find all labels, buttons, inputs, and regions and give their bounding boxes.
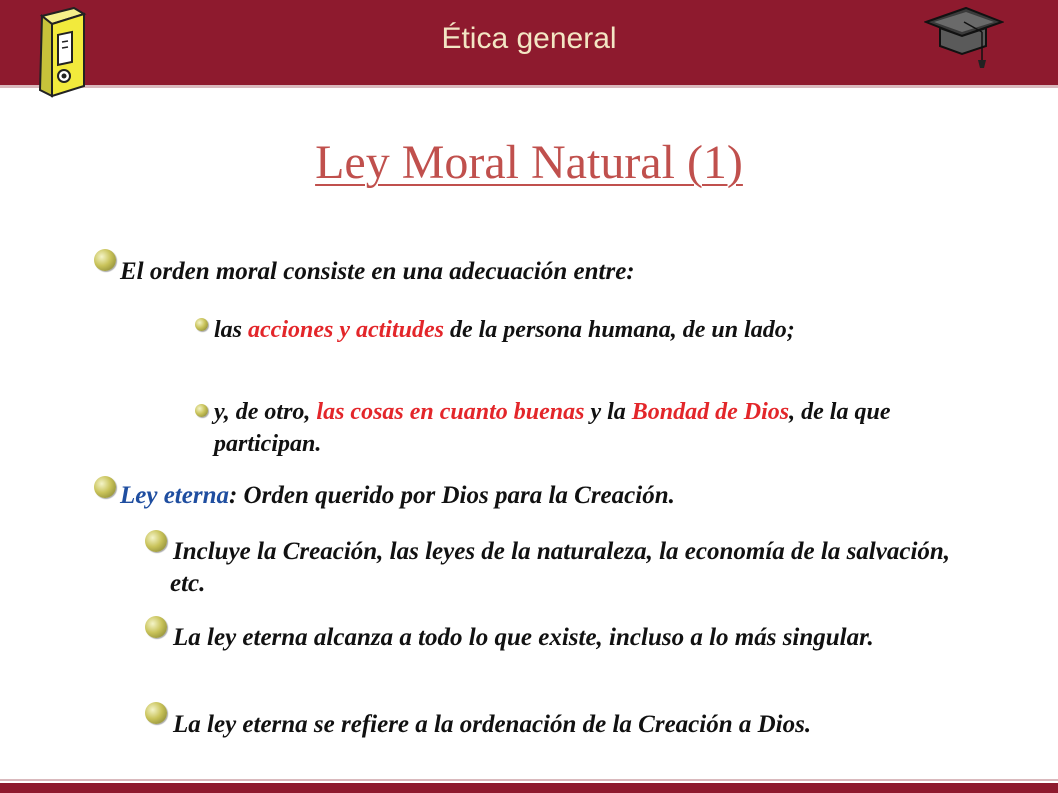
sub-bullet-dot-icon xyxy=(195,404,208,417)
header-title: Ética general xyxy=(441,22,617,55)
slide-title: Ley Moral Natural (1) xyxy=(315,136,743,189)
sub-bullet-dot-icon xyxy=(145,616,167,638)
header-divider xyxy=(0,85,1058,88)
footer-bar xyxy=(0,783,1058,793)
binder-folder-icon xyxy=(34,6,92,103)
bullet-ley-eterna: Ley eterna: Orden querido por Dios para la Creación. xyxy=(120,482,675,509)
bullet-orden-moral: El orden moral consiste en una adecuación entre: xyxy=(120,258,635,285)
graduation-cap-icon xyxy=(924,4,1004,75)
sub-bullet-dot-icon xyxy=(145,702,167,724)
sub-bullet-cosas-buenas: y, de otro, las cosas en cuanto buenas y la Bondad de Dios, de la que participan. xyxy=(214,399,891,457)
bullet-dot-icon xyxy=(94,249,116,271)
bullet-dot-icon xyxy=(94,476,116,498)
sub-bullet-incluye-creacion: Incluye la Creación, las leyes de la naturaleza, la economía de la salvación, etc. xyxy=(170,538,951,597)
sub-bullet-dot-icon xyxy=(195,318,208,331)
sub-bullet-dot-icon xyxy=(145,530,167,552)
sub-bullet-ordenacion: La ley eterna se refiere a la ordenación de la Creación a Dios. xyxy=(173,711,812,738)
footer-divider xyxy=(0,779,1058,781)
sub-bullet-acciones: las acciones y actitudes de la persona humana, de un lado; xyxy=(214,317,795,343)
sub-bullet-alcanza-todo: La ley eterna alcanza a todo lo que existe, incluso a lo más singular. xyxy=(173,624,874,651)
